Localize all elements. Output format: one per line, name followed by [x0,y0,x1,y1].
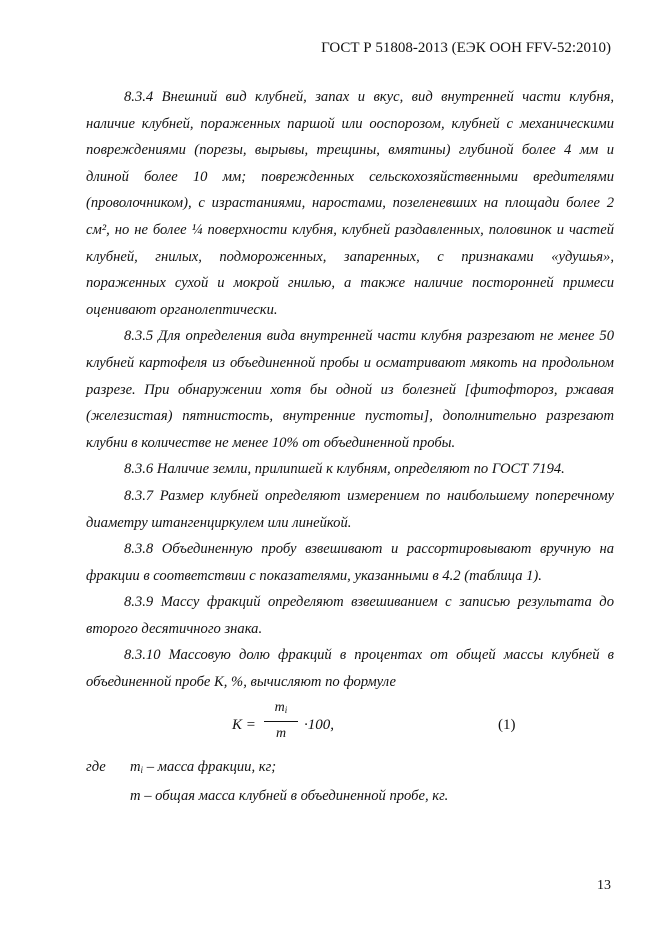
paragraph-8-3-6: 8.3.6 Наличие земли, прилипшей к клубням, определяют по ГОСТ 7194. [124,461,565,478]
legend-item1-sub: i [140,764,144,775]
page-number: 13 [597,878,611,893]
formula-numerator-sub: i [284,704,288,715]
legend-line-2: m – общая масса клубней в объединенной пробе, кг. [130,788,449,805]
document-header: ГОСТ Р 51808-2013 (ЕЭК ООН FFV-52:2010) [321,40,611,56]
paragraph-8-3-9: 8.3.9 Массу фракций определяют взвешиванием с записью результата до второго десятичного знака. [86,594,614,637]
fraction-bar [264,721,298,722]
formula-rhs: ·100, [304,716,334,733]
legend-line-1 [86,754,614,784]
paragraph-8-3-4: 8.3.4 Внешний вид клубней, запах и вкус, вид внутренней части клубня, наличие клубней, пораженных паршой или ооспорозом, клубней с механическими повреждениями (порезы, вырывы, трещины, вмятины) глубиной более 4 мм и длиной более 10 мм; поврежденных сельскохозяйственными вредителями (проволочником), с израстаниями, наростами, позеленевших на площади более 2 см², но не более ¼ поверхности клубня, клубней раздавленных, половинок и частей клубней, гнилых, подмороженных, запаренных, с признаками «удушья», пораженных сухой и мокрой гнилью, а также наличие посторонней примеси оценивают органолептически. [86,89,614,318]
formula-numerator [264,698,298,720]
document-body [86,84,614,810]
formula-numerator-var: m [274,699,285,715]
legend-where: где [86,758,106,775]
paragraph-8-3-10: 8.3.10 Массовую долю фракций в процентах от общей массы клубней в объединенной пробе К, %, вычисляют по формуле [86,647,614,691]
paragraph-8-3-7: 8.3.7 Размер клубней определяют измерением по наибольшему поперечному диаметру штангенциркулем или линейкой. [86,487,614,531]
formula-lhs: К = [232,716,256,733]
legend-item1-text: – масса фракции, кг; [143,758,277,775]
formula-1 [86,698,614,754]
paragraph-8-3-8: 8.3.8 Объединенную пробу взвешивают и рассортировывают вручную на фракции в соответствии с показателями, указанными в 4.2 (таблица 1). [86,541,614,584]
formula-fraction [264,698,298,745]
formula-denominator: m [275,725,287,741]
legend-item1-var: m [130,758,141,775]
paragraph-8-3-5: 8.3.5 Для определения вида внутренней части клубня разрезают не менее 50 клубней картофеля из объединенной пробы и осматривают мякоть на продольном разрезе. При обнаружении хотя бы одной из болезней [фитофтороз, ржавая (железистая) пятнистость, внутренние пустоты], дополнительно разрезают клубни в количестве не менее 10% от объединенной пробы. [86,328,614,451]
formula-number: (1) [498,716,516,733]
